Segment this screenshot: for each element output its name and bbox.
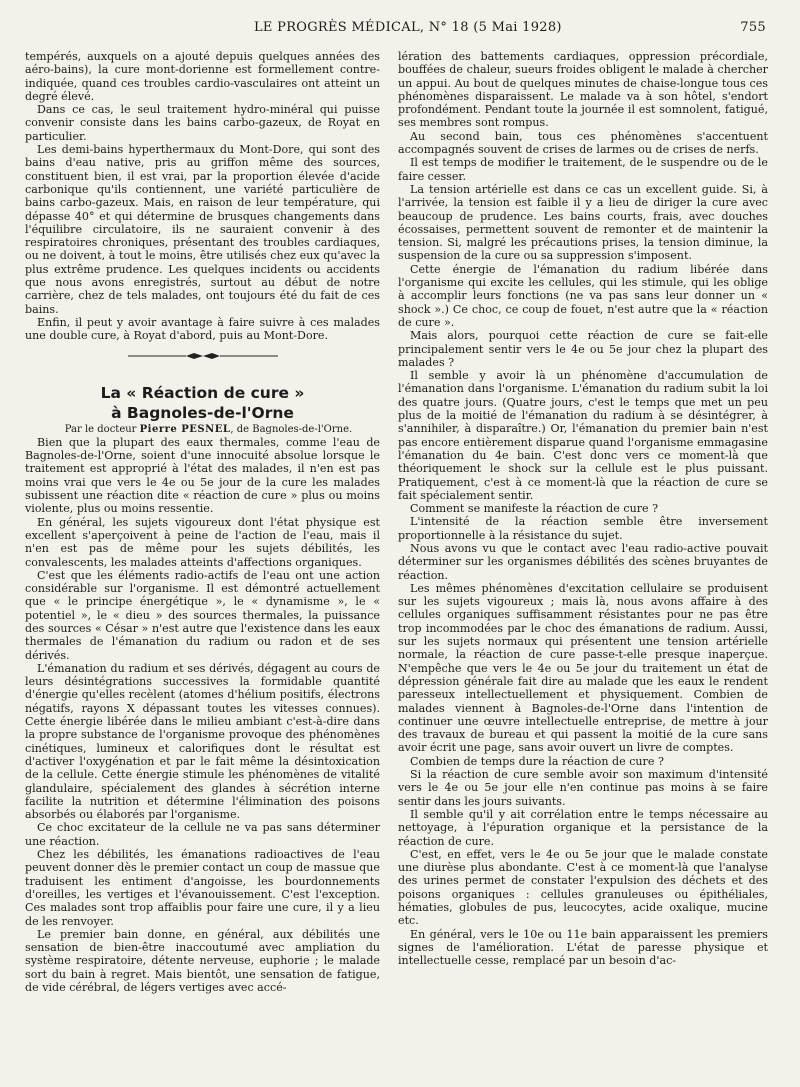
running-header (24, 20, 776, 40)
paragraph: Il semble qu'il y ait corrélation entre le temps nécessaire au nettoyage, à l'épuration organique et la persistance de la réaction de cure. (398, 807, 768, 848)
paragraph: Le premier bain donne, en général, aux débilités une sensation de bien-être inaccoutumé avec ampliation du système respiratoire, détente nerveuse, euphorie ; le malade sort du bain à regret. Mais bientôt, une sensation de fatigue, de vide cérébral, de légers vertiges avec accé- (25, 927, 380, 994)
byline-suffix: , de Bagnoles-de-l'Orne. (230, 423, 353, 435)
article-title-line: La « Réaction de cure » (100, 383, 305, 402)
paragraph: Mais alors, pourquoi cette réaction de cure se fait-elle principalement sentir vers le 4e ou 5e jour chez la plupart des malades ? (398, 329, 768, 369)
paragraph: Si la réaction de cure semble avoir son maximum d'intensité vers le 4e ou 5e jour elle n'en continue pas moins à se faire sentir dans les jours suivants. (398, 768, 768, 808)
paragraph: Au second bain, tous ces phénomènes s'accentuent accompagnés souvent de crises de larmes ou de crises de nerfs. (398, 129, 768, 157)
paragraph: Comment se manifeste la réaction de cure ? (410, 502, 659, 516)
paragraph: Combien de temps dure la réaction de cure ? (410, 754, 664, 768)
byline (25, 423, 380, 436)
paragraph: tempérés, auxquels on a ajouté depuis quelques années des aéro-bains), la cure mont-dorienne est formellement contre-indiquée, quand ces troubles cardio-vasculaires ont atteint un degré élevé. (25, 50, 380, 103)
page-number: 755 (740, 20, 766, 35)
paragraph: lération des battements cardiaques, oppression précordiale, bouffées de chaleur, sueurs froides obligent le malade à chercher un appui. Au bout de quelques minutes de chaise-longue tous ces phénomènes disparaissent. Le malade va à son hôtel, s'endort profondément. Pendant toute la journée il est somnolent, fatigué, ses membres sont rompus. (398, 50, 768, 130)
paragraph: Nous avons vu que le contact avec l'eau radio-active pouvait déterminer sur les organismes débilités des scènes bruyantes de réaction. (398, 541, 768, 582)
paragraph: En général, les sujets vigoureux dont l'état physique est excellent s'aperçoivent à peine de l'action de l'eau, mais il n'en est pas de même pour les sujets débilités, les convalescents, les malades atteints d'affections organiques. (25, 515, 380, 569)
left-column (25, 50, 380, 994)
paragraph: Les mêmes phénomènes d'excitation cellulaire se produisent sur les sujets vigoureux ; mais là, nous avons affaire à des cellules organiques suffisamment résistantes pour ne pas être trop incommodées par le choc des émanations de radium. Aussi, sur les sujets normaux qui présentent une tension artérielle normale, la réaction de cure passe-t-elle presque inaperçue. N'empêche que vers le 4e ou 5e jour du traitement un état de dépression générale fait dire au malade que les eaux le rendent paresseux intellectuellement et physiquement. Combien de malades viennent à Bagnoles-de-l'Orne dans l'intention de continuer une œuvre intellectuelle entreprise, de mettre à jour des travaux de bureau et qui passent la moitié de la cure sans avoir écrit une page, sans avoir ouvert un livre de comptes. (398, 581, 768, 755)
right-column (398, 50, 768, 967)
paragraph: Dans ce cas, le seul traitement hydro-minéral qui puisse convenir consiste dans les bains carbo-gazeux, de Royat en particulier. (25, 103, 380, 143)
paragraph: Les demi-bains hyperthermaux du Mont-Dore, qui sont des bains d'eau native, pris au griffon même des sources, constituent bien, il est vrai, par la proportion élevée d'acide carbonique qu'ils contiennent, une variété particulière de bains carbo-gazeux. Mais, en raison de leur température, qui dépasse 40° et qui détermine de brusques changements dans l'équilibre circulatoire, ils ne sauraient convenir à des respiratoires chroniques, présentant des troubles cardiaques, ou ne doivent, à tout le moins, être utilisés chez eux qu'avec la plus extrême prudence. Les quelques incidents ou accidents que nous avons enregistrés, surtout au début de notre carrière, chez de tels malades, ont toujours été du fait de ces bains. (25, 143, 380, 316)
paragraph: La tension artérielle est dans ce cas un excellent guide. Si, à l'arrivée, la tension est faible il y a lieu de diriger la cure avec beaucoup de prudence. Les bains courts, frais, avec douches écossaises, permettent souvent de remonter et de maintenir la tension. Si, malgré les précautions prises, la tension diminue, la suspension de la cure ou sa suppression s'imposent. (398, 182, 768, 263)
paragraph: C'est que les éléments radio-actifs de l'eau ont une action considérable sur l'organisme. Il est démontré actuellement que « le principe énergétique », le « dynamisme », le « potentiel », le « dieu » des sources thermales, la puissance des sources « César » n'est autre que l'existence dans les eaux thermales de l'émanation du radium ou radon et de ses dérivés. (25, 568, 380, 662)
paragraph: En général, vers le 10e ou 11e bain apparaissent les premiers signes de l'amélioration. L'état de paresse physique et intellectuelle cesse, remplacé par un besoin d'ac- (398, 927, 768, 968)
byline-prefix: Par le docteur (64, 423, 137, 435)
article-title-line: à Bagnoles-de-l'Orne (111, 403, 294, 422)
article-title (25, 383, 380, 423)
paragraph: L'émanation du radium et ses dérivés, dégagent au cours de leurs désintégrations successives la formidable quantité d'énergie qu'elles recèlent (atomes d'hélium positifs, électrons négatifs, rayons X dépassant toutes les vitesses connues). Cette énergie libérée dans le milieu ambiant c'est-à-dire dans la propre substance de l'organisme provoque des phénomènes cinétiques, lumineux et calorifiques dont le résultat est d'activer l'oxygénation et par le fait même la désintoxication de la cellule. Cette énergie stimule les phénomènes de vitalité glandulaire, spécialement des glandes à sécrétion interne facilite la nutrition et détermine l'élimination des poisons absorbés ou élaborés par l'organisme. (25, 661, 380, 822)
paragraph: C'est, en effet, vers le 4e ou 5e jour que le malade constate une diurèse plus abondante. C'est à ce moment-là que l'analyse des urines permet de constater l'expulsion des déchets et des poisons organiques : cellules granuleuses ou épithéliales, hématies, globules de pus, leucocytes, acide oxalique, mucine etc. (398, 847, 768, 928)
paragraph: Cette énergie de l'émanation du radium libérée dans l'organisme qui excite les cellules, qui les stimule, qui les oblige à accomplir leurs fonctions (ne va pas sans leur donner un « shock ».) Ce choc, ce coup de fouet, n'est autre que la « réaction de cure ». (398, 262, 768, 329)
paragraph: L'intensité de la réaction semble être inversement proportionnelle à la résistance du sujet. (398, 515, 768, 542)
paragraph: Chez les débilités, les émanations radioactives de l'eau peuvent donner dès le premier contact un coup de massue que traduisent les entiment d'angoisse, les bourdonnements d'oreilles, les vertiges et l'évanouissement. C'est l'exception. Ces malades sont trop affaiblis pour faire une cure, il y a lieu de les renvoyer. (25, 848, 380, 928)
paragraph: Ce choc excitateur de la cellule ne va pas sans déterminer une réaction. (25, 821, 380, 848)
running-title: LE PROGRÈS MÉDICAL, N° 18 (5 Mai 1928) (254, 20, 562, 35)
paragraph: Enfin, il peut y avoir avantage à faire suivre à ces malades une double cure, à Royat d'abord, puis au Mont-Dore. (25, 315, 380, 343)
byline-author: Pierre PESNEL (139, 423, 231, 435)
section-divider-ornament (128, 351, 278, 361)
paragraph: Bien que la plupart des eaux thermales, comme l'eau de Bagnoles-de-l'Orne, soient d'une innocuité absolue lorsque le traitement est approprié à l'état des malades, il n'en est pas moins vrai que vers le 4e ou 5e jour de la cure les malades subissent une réaction dite « réaction de cure » plus ou moins violente, plus ou moins ressentie. (25, 435, 380, 516)
paragraph: Il est temps de modifier le traitement, de le suspendre ou de le faire cesser. (398, 156, 768, 183)
paragraph: Il semble y avoir là un phénomène d'accumulation de l'émanation dans l'organisme. L'émanation du radium subit la loi des quatre jours. (Quatre jours, c'est le temps que met un peu plus de la moitié de l'émanation du radium à se désintégrer, à s'annihiler, à disparaître.) Or, l'émanation du premier bain n'est pas encore entièrement disparue quand l'organisme emmagasine l'émanation du 4e bain. C'est donc vers ce moment-là que théoriquement le shock sur la cellule est le plus puissant. Pratiquement, c'est à ce moment-là que la réaction de cure se fait spécialement sentir. (398, 369, 768, 502)
